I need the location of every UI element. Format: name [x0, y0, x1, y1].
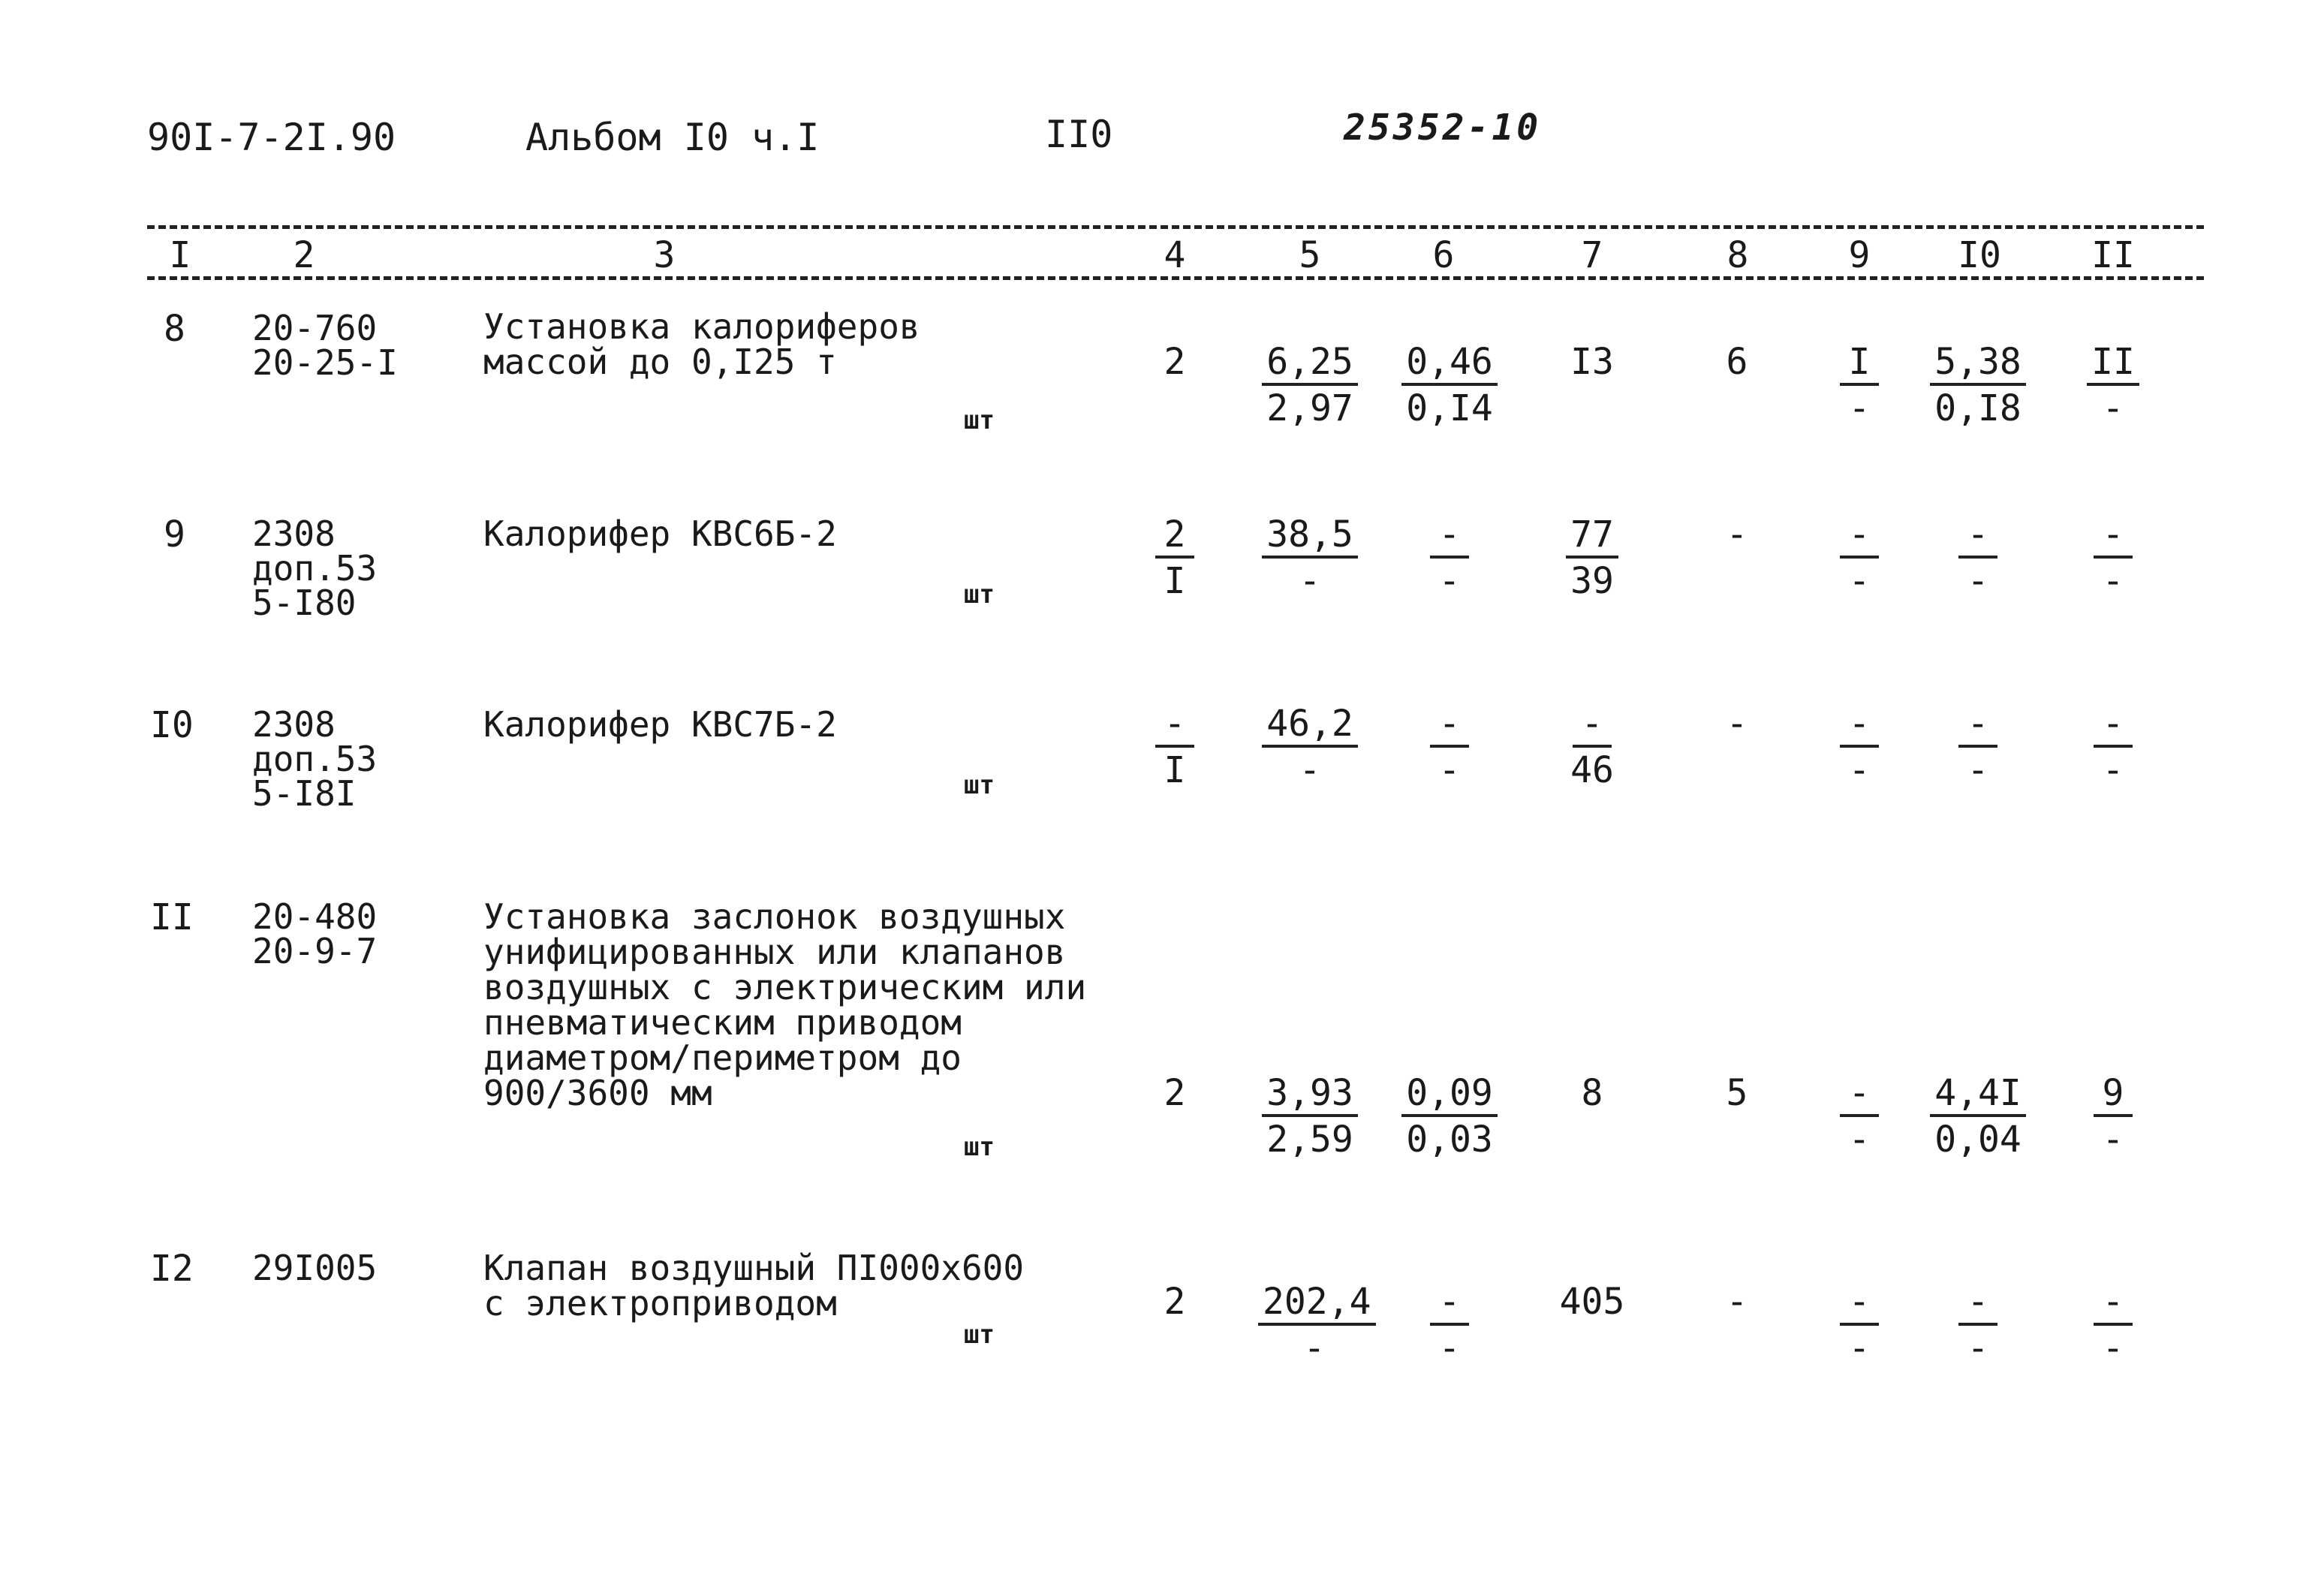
row-number: 8	[164, 308, 185, 350]
fraction-denominator: -	[1438, 1327, 1461, 1369]
fraction-numerator: 38,5	[1262, 516, 1358, 559]
fraction-numerator: 5,38	[1930, 344, 2026, 386]
norm-code-line: 5-I8I	[252, 773, 357, 814]
fraction-cell	[1393, 703, 1506, 791]
fraction-denominator: 0,04	[1934, 1119, 2022, 1161]
value-cell	[1536, 341, 1648, 383]
value-number: I3	[1570, 341, 1614, 383]
fraction-cell	[1803, 513, 1916, 602]
value-cell: 5	[1726, 1072, 1748, 1114]
fraction-denominator: -	[1299, 749, 1321, 791]
fraction-cell	[1536, 513, 1648, 602]
fraction-denominator: -	[1438, 749, 1461, 791]
fraction-cell	[1803, 341, 1916, 429]
fraction-cell	[1922, 513, 2034, 602]
column-number: 6	[1432, 234, 1455, 276]
column-number: 4	[1164, 234, 1186, 276]
fraction-cell	[1922, 1072, 2034, 1161]
norm-code	[252, 513, 378, 623]
description-line: Установка заслонок воздушных	[483, 896, 1066, 937]
fraction-numerator: II	[2087, 344, 2139, 386]
fraction-denominator: 2,59	[1266, 1119, 1353, 1161]
value-cell: 6	[1726, 341, 1748, 383]
fraction-denominator: -	[1299, 560, 1321, 602]
norm-code-line: доп.53	[252, 548, 378, 589]
description-line: 900/3600 мм	[483, 1073, 712, 1113]
fraction-numerator: -	[1958, 706, 1997, 748]
fraction-cell	[1118, 513, 1231, 602]
fraction-cell	[2057, 703, 2169, 791]
fraction-cell	[1393, 341, 1506, 429]
fraction-denominator: -	[2102, 1119, 2124, 1161]
fraction-cell	[1254, 1072, 1366, 1161]
unit-label: шт	[964, 580, 995, 610]
norm-code-line: доп.53	[252, 739, 378, 779]
fraction-denominator: -	[1967, 1327, 1989, 1369]
quantity-cell	[1118, 1281, 1231, 1323]
value-number: 8	[1581, 1072, 1603, 1114]
fraction-cell	[1254, 703, 1366, 791]
row-number: II	[150, 896, 194, 938]
fraction-numerator: I	[1840, 344, 1879, 386]
registration-stamp: 25352-10	[1344, 107, 1542, 149]
doc-code: 90I-7-2I.90	[147, 116, 396, 159]
fraction-cell	[1803, 1281, 1916, 1369]
quantity-cell	[1118, 1072, 1231, 1114]
fraction-cell	[1254, 341, 1366, 429]
fraction-denominator: -	[1848, 560, 1871, 602]
fraction-cell	[2057, 1281, 2169, 1369]
value-cell: -	[1726, 703, 1748, 745]
norm-code-line: 20-25-I	[252, 342, 398, 383]
norm-code-line: 2308	[252, 513, 336, 554]
fraction-denominator: 2,97	[1266, 387, 1353, 429]
description-line: Клапан воздушный ПI000х600	[483, 1248, 1025, 1288]
fraction-numerator: 4,4I	[1930, 1075, 2026, 1117]
work-description	[483, 1248, 1025, 1323]
page-number: II0	[1045, 113, 1113, 156]
unit-label: шт	[964, 1320, 995, 1350]
fraction-denominator: -	[1967, 560, 1989, 602]
column-number: 8	[1726, 234, 1749, 276]
fraction-denominator: -	[2102, 749, 2124, 791]
fraction-numerator: -	[1430, 1284, 1469, 1326]
norm-code	[252, 704, 378, 814]
description-line: воздушных с электрическим или	[483, 967, 1087, 1007]
value-cell: -	[1726, 513, 1748, 556]
header-dashed-line-top	[147, 225, 2204, 229]
description-line: с электроприводом	[483, 1283, 837, 1323]
norm-code	[252, 1248, 378, 1288]
quantity-cell	[1118, 341, 1231, 383]
fraction-cell	[1803, 1072, 1916, 1161]
fraction-denominator: -	[2102, 1327, 2124, 1369]
fraction-numerator: -	[1840, 1284, 1879, 1326]
fraction-cell	[1393, 513, 1506, 602]
fraction-numerator: 0,09	[1401, 1075, 1498, 1117]
description-line: Установка калориферов	[483, 306, 920, 347]
work-description	[483, 704, 837, 745]
unit-label: шт	[964, 1132, 995, 1162]
fraction-denominator: I	[1164, 560, 1186, 602]
column-number: 5	[1299, 234, 1321, 276]
fraction-denominator: -	[2102, 560, 2124, 602]
fraction-numerator: 3,93	[1262, 1075, 1358, 1117]
fraction-numerator: -	[1840, 706, 1879, 748]
norm-code-line: 20-9-7	[252, 931, 378, 971]
norm-code-line: 29I005	[252, 1248, 378, 1288]
row-number: I2	[150, 1248, 194, 1290]
fraction-numerator: 46,2	[1262, 706, 1358, 748]
fraction-denominator: 0,03	[1406, 1119, 1493, 1161]
fraction-denominator: -	[1848, 387, 1871, 429]
fraction-numerator: 2	[1155, 516, 1194, 559]
value-number: 405	[1559, 1281, 1625, 1323]
value-cell	[1536, 1072, 1648, 1114]
column-number: 9	[1848, 234, 1871, 276]
fraction-cell	[1118, 703, 1231, 791]
fraction-numerator: 9	[2094, 1075, 2133, 1117]
fraction-denominator: -	[1848, 1119, 1871, 1161]
fraction-numerator: 202,4	[1258, 1284, 1376, 1326]
value-cell: -	[1726, 1281, 1748, 1323]
fraction-cell	[1258, 1281, 1371, 1369]
fraction-denominator: I	[1164, 749, 1186, 791]
fraction-denominator: -	[1848, 1327, 1871, 1369]
fraction-numerator: -	[1840, 516, 1879, 559]
description-line: Калорифер КВС7Б-2	[483, 704, 837, 745]
fraction-cell	[1922, 703, 2034, 791]
work-description	[483, 513, 837, 554]
fraction-denominator: -	[2102, 387, 2124, 429]
fraction-numerator: -	[1430, 706, 1469, 748]
fraction-denominator: -	[1303, 1327, 1326, 1369]
fraction-denominator: 46	[1570, 749, 1614, 791]
column-number: 3	[653, 234, 676, 276]
unit-label: шт	[964, 405, 995, 435]
row-number: I0	[150, 704, 194, 746]
work-description	[483, 306, 920, 382]
fraction-numerator: -	[1840, 1075, 1879, 1117]
fraction-denominator: -	[1848, 749, 1871, 791]
fraction-denominator: -	[1438, 560, 1461, 602]
description-line: диаметром/периметром до	[483, 1037, 962, 1078]
fraction-denominator: 39	[1570, 560, 1614, 602]
value-cell	[1536, 1281, 1648, 1323]
fraction-cell	[1536, 703, 1648, 791]
fraction-numerator: -	[2094, 706, 2133, 748]
fraction-denominator: -	[1967, 749, 1989, 791]
fraction-numerator: -	[2094, 516, 2133, 559]
norm-code-line: 20-760	[252, 308, 378, 348]
fraction-numerator: -	[1958, 516, 1997, 559]
fraction-cell	[1922, 341, 2034, 429]
column-number: 2	[293, 234, 315, 276]
fraction-cell	[2057, 513, 2169, 602]
column-number: 7	[1581, 234, 1603, 276]
description-line: массой до 0,I25 т	[483, 342, 837, 382]
fraction-cell	[1393, 1072, 1506, 1161]
column-number: I	[169, 234, 191, 276]
fraction-numerator: -	[1958, 1284, 1997, 1326]
norm-code-line: 20-480	[252, 896, 378, 937]
header-dashed-line-bottom	[147, 276, 2204, 280]
unit-label: шт	[964, 770, 995, 800]
fraction-numerator: 6,25	[1262, 344, 1358, 386]
work-description	[483, 896, 1087, 1113]
fraction-numerator: -	[2094, 1284, 2133, 1326]
fraction-cell	[1254, 513, 1366, 602]
quantity-value: 2	[1164, 1281, 1186, 1323]
album-label: Альбом I0 ч.I	[525, 116, 820, 159]
fraction-cell	[1803, 703, 1916, 791]
fraction-cell	[2057, 341, 2169, 429]
fraction-numerator: 0,46	[1401, 344, 1498, 386]
row-number: 9	[164, 513, 185, 556]
fraction-denominator: 0,I4	[1406, 387, 1493, 429]
norm-code-line: 5-I80	[252, 583, 357, 623]
quantity-value: 2	[1164, 1072, 1186, 1114]
norm-code	[252, 308, 398, 383]
fraction-cell	[2057, 1072, 2169, 1161]
fraction-denominator: 0,I8	[1934, 387, 2022, 429]
fraction-numerator: 77	[1566, 516, 1618, 559]
fraction-cell	[1922, 1281, 2034, 1369]
fraction-numerator: -	[1155, 706, 1194, 748]
norm-code-line: 2308	[252, 704, 336, 745]
column-number: I0	[1958, 234, 2001, 276]
quantity-value: 2	[1164, 341, 1186, 383]
column-number: II	[2091, 234, 2135, 276]
norm-code	[252, 896, 378, 971]
fraction-numerator: -	[1573, 706, 1612, 748]
description-line: унифицированных или клапанов	[483, 932, 1066, 972]
fraction-cell	[1393, 1281, 1506, 1369]
description-line: Калорифер КВС6Б-2	[483, 513, 837, 554]
description-line: пневматическим приводом	[483, 1002, 962, 1043]
fraction-numerator: -	[1430, 516, 1469, 559]
